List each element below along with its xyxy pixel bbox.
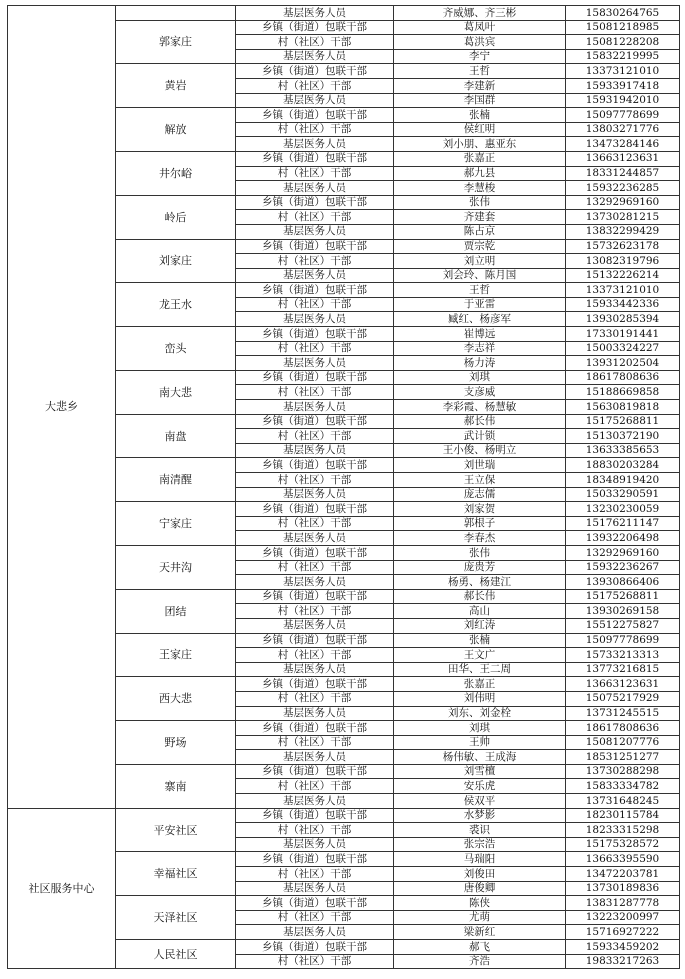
phone-cell: 15733213313 xyxy=(566,648,680,663)
role-cell: 乡镇（街道）包联干部 xyxy=(236,108,394,123)
phone-cell: 15175268811 xyxy=(566,414,680,429)
phone-cell: 15630819818 xyxy=(566,400,680,415)
phone-cell: 15132226214 xyxy=(566,268,680,283)
phone-cell: 15932236267 xyxy=(566,560,680,575)
role-cell: 乡镇（街道）包联干部 xyxy=(236,589,394,604)
role-cell: 村（社区）干部 xyxy=(236,735,394,750)
phone-cell: 13730281215 xyxy=(566,210,680,225)
role-cell: 乡镇（街道）包联干部 xyxy=(236,195,394,210)
person-cell: 王帅 xyxy=(394,735,566,750)
person-cell: 齐浩 xyxy=(394,954,566,969)
phone-cell: 13230230059 xyxy=(566,502,680,517)
role-cell: 乡镇（街道）包联干部 xyxy=(236,239,394,254)
role-cell: 村（社区）干部 xyxy=(236,516,394,531)
role-cell: 村（社区）干部 xyxy=(236,867,394,882)
role-cell: 基层医务人员 xyxy=(236,750,394,765)
person-cell: 刘小朋、惠亚东 xyxy=(394,137,566,152)
village-cell: 天井沟 xyxy=(116,545,236,589)
phone-cell: 15832219995 xyxy=(566,49,680,64)
role-cell: 基层医务人员 xyxy=(236,618,394,633)
person-cell: 李春杰 xyxy=(394,531,566,546)
phone-cell: 15932236285 xyxy=(566,181,680,196)
phone-cell: 15732623178 xyxy=(566,239,680,254)
person-cell: 侯双平 xyxy=(394,794,566,809)
village-cell: 峦头 xyxy=(116,327,236,371)
person-cell: 杨勇、杨建江 xyxy=(394,575,566,590)
role-cell: 乡镇（街道）包联干部 xyxy=(236,940,394,955)
phone-cell: 18233315298 xyxy=(566,823,680,838)
person-cell: 王小俊、杨明立 xyxy=(394,443,566,458)
table-row xyxy=(8,6,680,21)
village-cell: 团结 xyxy=(116,589,236,633)
phone-cell: 13373121010 xyxy=(566,64,680,79)
phone-cell: 13472203781 xyxy=(566,867,680,882)
role-cell: 基层医务人员 xyxy=(236,925,394,940)
person-cell: 贾宗乾 xyxy=(394,239,566,254)
person-cell: 王文广 xyxy=(394,648,566,663)
phone-cell: 13663395590 xyxy=(566,852,680,867)
phone-cell: 13731648245 xyxy=(566,794,680,809)
role-cell: 基层医务人员 xyxy=(236,224,394,239)
person-cell: 刘琪 xyxy=(394,370,566,385)
phone-cell: 13473284146 xyxy=(566,137,680,152)
phone-cell: 15830264765 xyxy=(566,6,680,21)
role-cell: 村（社区）干部 xyxy=(236,35,394,50)
phone-cell: 15081207776 xyxy=(566,735,680,750)
role-cell: 基层医务人员 xyxy=(236,181,394,196)
village-cell: 黄岩 xyxy=(116,64,236,108)
village-cell: 南清醒 xyxy=(116,458,236,502)
person-cell: 张嘉正 xyxy=(394,677,566,692)
person-cell: 郭根子 xyxy=(394,516,566,531)
phone-cell: 13663123631 xyxy=(566,151,680,166)
phone-cell: 13930269158 xyxy=(566,604,680,619)
person-cell: 侯红明 xyxy=(394,122,566,137)
phone-cell: 13930285394 xyxy=(566,312,680,327)
role-cell: 村（社区）干部 xyxy=(236,341,394,356)
person-cell: 郝九县 xyxy=(394,166,566,181)
person-cell: 尤萌 xyxy=(394,910,566,925)
role-cell: 基层医务人员 xyxy=(236,487,394,502)
role-cell: 基层医务人员 xyxy=(236,531,394,546)
phone-cell: 13633385653 xyxy=(566,443,680,458)
person-cell: 李建新 xyxy=(394,78,566,93)
phone-cell: 13930866406 xyxy=(566,575,680,590)
village-cell: 南盘 xyxy=(116,414,236,458)
role-cell: 村（社区）干部 xyxy=(236,78,394,93)
role-cell: 乡镇（街道）包联干部 xyxy=(236,64,394,79)
village-cell: 人民社区 xyxy=(116,940,236,969)
phone-cell: 15081228208 xyxy=(566,35,680,50)
phone-cell: 18617808636 xyxy=(566,721,680,736)
person-cell: 张伟 xyxy=(394,545,566,560)
role-cell: 基层医务人员 xyxy=(236,93,394,108)
role-cell: 乡镇（街道）包联干部 xyxy=(236,764,394,779)
role-cell: 基层医务人员 xyxy=(236,837,394,852)
role-cell: 基层医务人员 xyxy=(236,881,394,896)
phone-cell: 18830203284 xyxy=(566,458,680,473)
role-cell: 村（社区）干部 xyxy=(236,691,394,706)
phone-cell: 15176211147 xyxy=(566,516,680,531)
phone-cell: 13292969160 xyxy=(566,195,680,210)
village-cell: 龙王水 xyxy=(116,283,236,327)
role-cell: 村（社区）干部 xyxy=(236,385,394,400)
role-cell: 村（社区）干部 xyxy=(236,429,394,444)
role-cell: 村（社区）干部 xyxy=(236,297,394,312)
phone-cell: 18617808636 xyxy=(566,370,680,385)
role-cell: 乡镇（街道）包联干部 xyxy=(236,677,394,692)
phone-cell: 13663123631 xyxy=(566,677,680,692)
phone-cell: 15003324227 xyxy=(566,341,680,356)
person-cell: 于亚雷 xyxy=(394,297,566,312)
person-cell: 庞贵芳 xyxy=(394,560,566,575)
person-cell: 张楠 xyxy=(394,108,566,123)
phone-cell: 15097778699 xyxy=(566,633,680,648)
phone-cell: 13731245515 xyxy=(566,706,680,721)
person-cell: 刘世瑞 xyxy=(394,458,566,473)
role-cell: 乡镇（街道）包联干部 xyxy=(236,20,394,35)
role-cell: 村（社区）干部 xyxy=(236,166,394,181)
person-cell: 齐建套 xyxy=(394,210,566,225)
phone-cell: 13082319796 xyxy=(566,254,680,269)
person-cell: 梁新红 xyxy=(394,925,566,940)
village-cell: 幸福社区 xyxy=(116,852,236,896)
phone-cell: 15033290591 xyxy=(566,487,680,502)
person-cell: 刘俊田 xyxy=(394,867,566,882)
role-cell: 乡镇（街道）包联干部 xyxy=(236,633,394,648)
phone-cell: 15175268811 xyxy=(566,589,680,604)
person-cell: 刘东、刘金栓 xyxy=(394,706,566,721)
person-cell: 李慧梭 xyxy=(394,181,566,196)
village-cell: 岭后 xyxy=(116,195,236,239)
person-cell: 张伟 xyxy=(394,195,566,210)
role-cell: 基层医务人员 xyxy=(236,49,394,64)
role-cell: 乡镇（街道）包联干部 xyxy=(236,327,394,342)
village-cell: 野场 xyxy=(116,721,236,765)
role-cell: 基层医务人员 xyxy=(236,356,394,371)
person-cell: 郝飞 xyxy=(394,940,566,955)
role-cell: 乡镇（街道）包联干部 xyxy=(236,502,394,517)
role-cell: 村（社区）干部 xyxy=(236,779,394,794)
village-cell: 寨南 xyxy=(116,764,236,808)
village-cell: 王家庄 xyxy=(116,633,236,677)
village-cell: 宁家庄 xyxy=(116,502,236,546)
person-cell: 齐威娜、齐三彬 xyxy=(394,6,566,21)
person-cell: 杨力涛 xyxy=(394,356,566,371)
person-cell: 李宁 xyxy=(394,49,566,64)
person-cell: 田华、王二周 xyxy=(394,662,566,677)
town-cell: 社区服务中心 xyxy=(8,808,116,969)
person-cell: 王哲 xyxy=(394,283,566,298)
role-cell: 乡镇（街道）包联干部 xyxy=(236,896,394,911)
phone-cell: 15175328572 xyxy=(566,837,680,852)
person-cell: 刘雪檀 xyxy=(394,764,566,779)
person-cell: 刘琪 xyxy=(394,721,566,736)
person-cell: 李彩霞、杨慧敏 xyxy=(394,400,566,415)
contact-table xyxy=(7,5,680,969)
person-cell: 刘伟明 xyxy=(394,691,566,706)
town-cell: 大悲乡 xyxy=(8,6,116,809)
village-cell: 平安社区 xyxy=(116,808,236,852)
phone-cell: 15716927222 xyxy=(566,925,680,940)
role-cell: 村（社区）干部 xyxy=(236,910,394,925)
role-cell: 乡镇（街道）包联干部 xyxy=(236,283,394,298)
person-cell: 郝长伟 xyxy=(394,414,566,429)
phone-cell: 18331244857 xyxy=(566,166,680,181)
person-cell: 李志祥 xyxy=(394,341,566,356)
phone-cell: 13932206498 xyxy=(566,531,680,546)
person-cell: 王立保 xyxy=(394,473,566,488)
phone-cell: 13730288298 xyxy=(566,764,680,779)
phone-cell: 15188669858 xyxy=(566,385,680,400)
role-cell: 村（社区）干部 xyxy=(236,473,394,488)
person-cell: 王哲 xyxy=(394,64,566,79)
role-cell: 村（社区）干部 xyxy=(236,210,394,225)
role-cell: 村（社区）干部 xyxy=(236,648,394,663)
person-cell: 臧红、杨彦军 xyxy=(394,312,566,327)
person-cell: 裘识 xyxy=(394,823,566,838)
person-cell: 刘家贺 xyxy=(394,502,566,517)
role-cell: 乡镇（街道）包联干部 xyxy=(236,370,394,385)
role-cell: 基层医务人员 xyxy=(236,312,394,327)
village-cell: 刘家庄 xyxy=(116,239,236,283)
phone-cell: 13831287778 xyxy=(566,896,680,911)
person-cell: 张楠 xyxy=(394,633,566,648)
phone-cell: 15931942010 xyxy=(566,93,680,108)
village-cell: 解放 xyxy=(116,108,236,152)
phone-cell: 13931202504 xyxy=(566,356,680,371)
phone-cell: 18531251277 xyxy=(566,750,680,765)
person-cell: 武计锁 xyxy=(394,429,566,444)
phone-cell: 18348919420 xyxy=(566,473,680,488)
role-cell: 基层医务人员 xyxy=(236,662,394,677)
phone-cell: 15097778699 xyxy=(566,108,680,123)
phone-cell: 15933442336 xyxy=(566,297,680,312)
role-cell: 基层医务人员 xyxy=(236,794,394,809)
phone-cell: 13292969160 xyxy=(566,545,680,560)
person-cell: 崔博远 xyxy=(394,327,566,342)
phone-cell: 13730189836 xyxy=(566,881,680,896)
role-cell: 基层医务人员 xyxy=(236,6,394,21)
person-cell: 安乐虎 xyxy=(394,779,566,794)
phone-cell: 15130372190 xyxy=(566,429,680,444)
role-cell: 村（社区）干部 xyxy=(236,604,394,619)
role-cell: 村（社区）干部 xyxy=(236,560,394,575)
role-cell: 基层医务人员 xyxy=(236,137,394,152)
village-cell: 西大悲 xyxy=(116,677,236,721)
village-cell: 天泽社区 xyxy=(116,896,236,940)
role-cell: 基层医务人员 xyxy=(236,400,394,415)
role-cell: 乡镇（街道）包联干部 xyxy=(236,151,394,166)
phone-cell: 15833334782 xyxy=(566,779,680,794)
phone-cell: 13223200997 xyxy=(566,910,680,925)
person-cell: 葛凤叶 xyxy=(394,20,566,35)
table-row xyxy=(8,808,680,823)
village-cell: 郭家庄 xyxy=(116,20,236,64)
person-cell: 刘立明 xyxy=(394,254,566,269)
phone-cell: 15081218985 xyxy=(566,20,680,35)
village-cell: 井尔峪 xyxy=(116,151,236,195)
role-cell: 村（社区）干部 xyxy=(236,254,394,269)
person-cell: 张嘉正 xyxy=(394,151,566,166)
person-cell: 李国群 xyxy=(394,93,566,108)
person-cell: 杨伟敏、王成海 xyxy=(394,750,566,765)
phone-cell: 15075217929 xyxy=(566,691,680,706)
role-cell: 基层医务人员 xyxy=(236,268,394,283)
role-cell: 村（社区）干部 xyxy=(236,122,394,137)
phone-cell: 13773216815 xyxy=(566,662,680,677)
role-cell: 基层医务人员 xyxy=(236,443,394,458)
phone-cell: 18230115784 xyxy=(566,808,680,823)
phone-cell: 15933459202 xyxy=(566,940,680,955)
person-cell: 郝长伟 xyxy=(394,589,566,604)
person-cell: 刘会玲、陈月国 xyxy=(394,268,566,283)
phone-cell: 17330191441 xyxy=(566,327,680,342)
person-cell: 刘红涛 xyxy=(394,618,566,633)
phone-cell: 13832299429 xyxy=(566,224,680,239)
phone-cell: 15512275827 xyxy=(566,618,680,633)
person-cell: 葛洪宾 xyxy=(394,35,566,50)
role-cell: 乡镇（街道）包联干部 xyxy=(236,808,394,823)
phone-cell: 15933917418 xyxy=(566,78,680,93)
role-cell: 村（社区）干部 xyxy=(236,954,394,969)
role-cell: 乡镇（街道）包联干部 xyxy=(236,458,394,473)
person-cell: 唐俊卿 xyxy=(394,881,566,896)
person-cell: 马瑞阳 xyxy=(394,852,566,867)
role-cell: 村（社区）干部 xyxy=(236,823,394,838)
role-cell: 乡镇（街道）包联干部 xyxy=(236,721,394,736)
person-cell: 张宗浩 xyxy=(394,837,566,852)
role-cell: 乡镇（街道）包联干部 xyxy=(236,545,394,560)
village-cell: 南大悲 xyxy=(116,370,236,414)
person-cell: 庞志儒 xyxy=(394,487,566,502)
phone-cell: 13373121010 xyxy=(566,283,680,298)
phone-cell: 19833217263 xyxy=(566,954,680,969)
person-cell: 水梦影 xyxy=(394,808,566,823)
village-cell xyxy=(116,6,236,21)
person-cell: 陈占京 xyxy=(394,224,566,239)
contact-table-body xyxy=(8,6,680,969)
person-cell: 高山 xyxy=(394,604,566,619)
person-cell: 支彦威 xyxy=(394,385,566,400)
role-cell: 乡镇（街道）包联干部 xyxy=(236,852,394,867)
role-cell: 乡镇（街道）包联干部 xyxy=(236,414,394,429)
person-cell: 陈侠 xyxy=(394,896,566,911)
phone-cell: 13803271776 xyxy=(566,122,680,137)
role-cell: 基层医务人员 xyxy=(236,575,394,590)
role-cell: 基层医务人员 xyxy=(236,706,394,721)
